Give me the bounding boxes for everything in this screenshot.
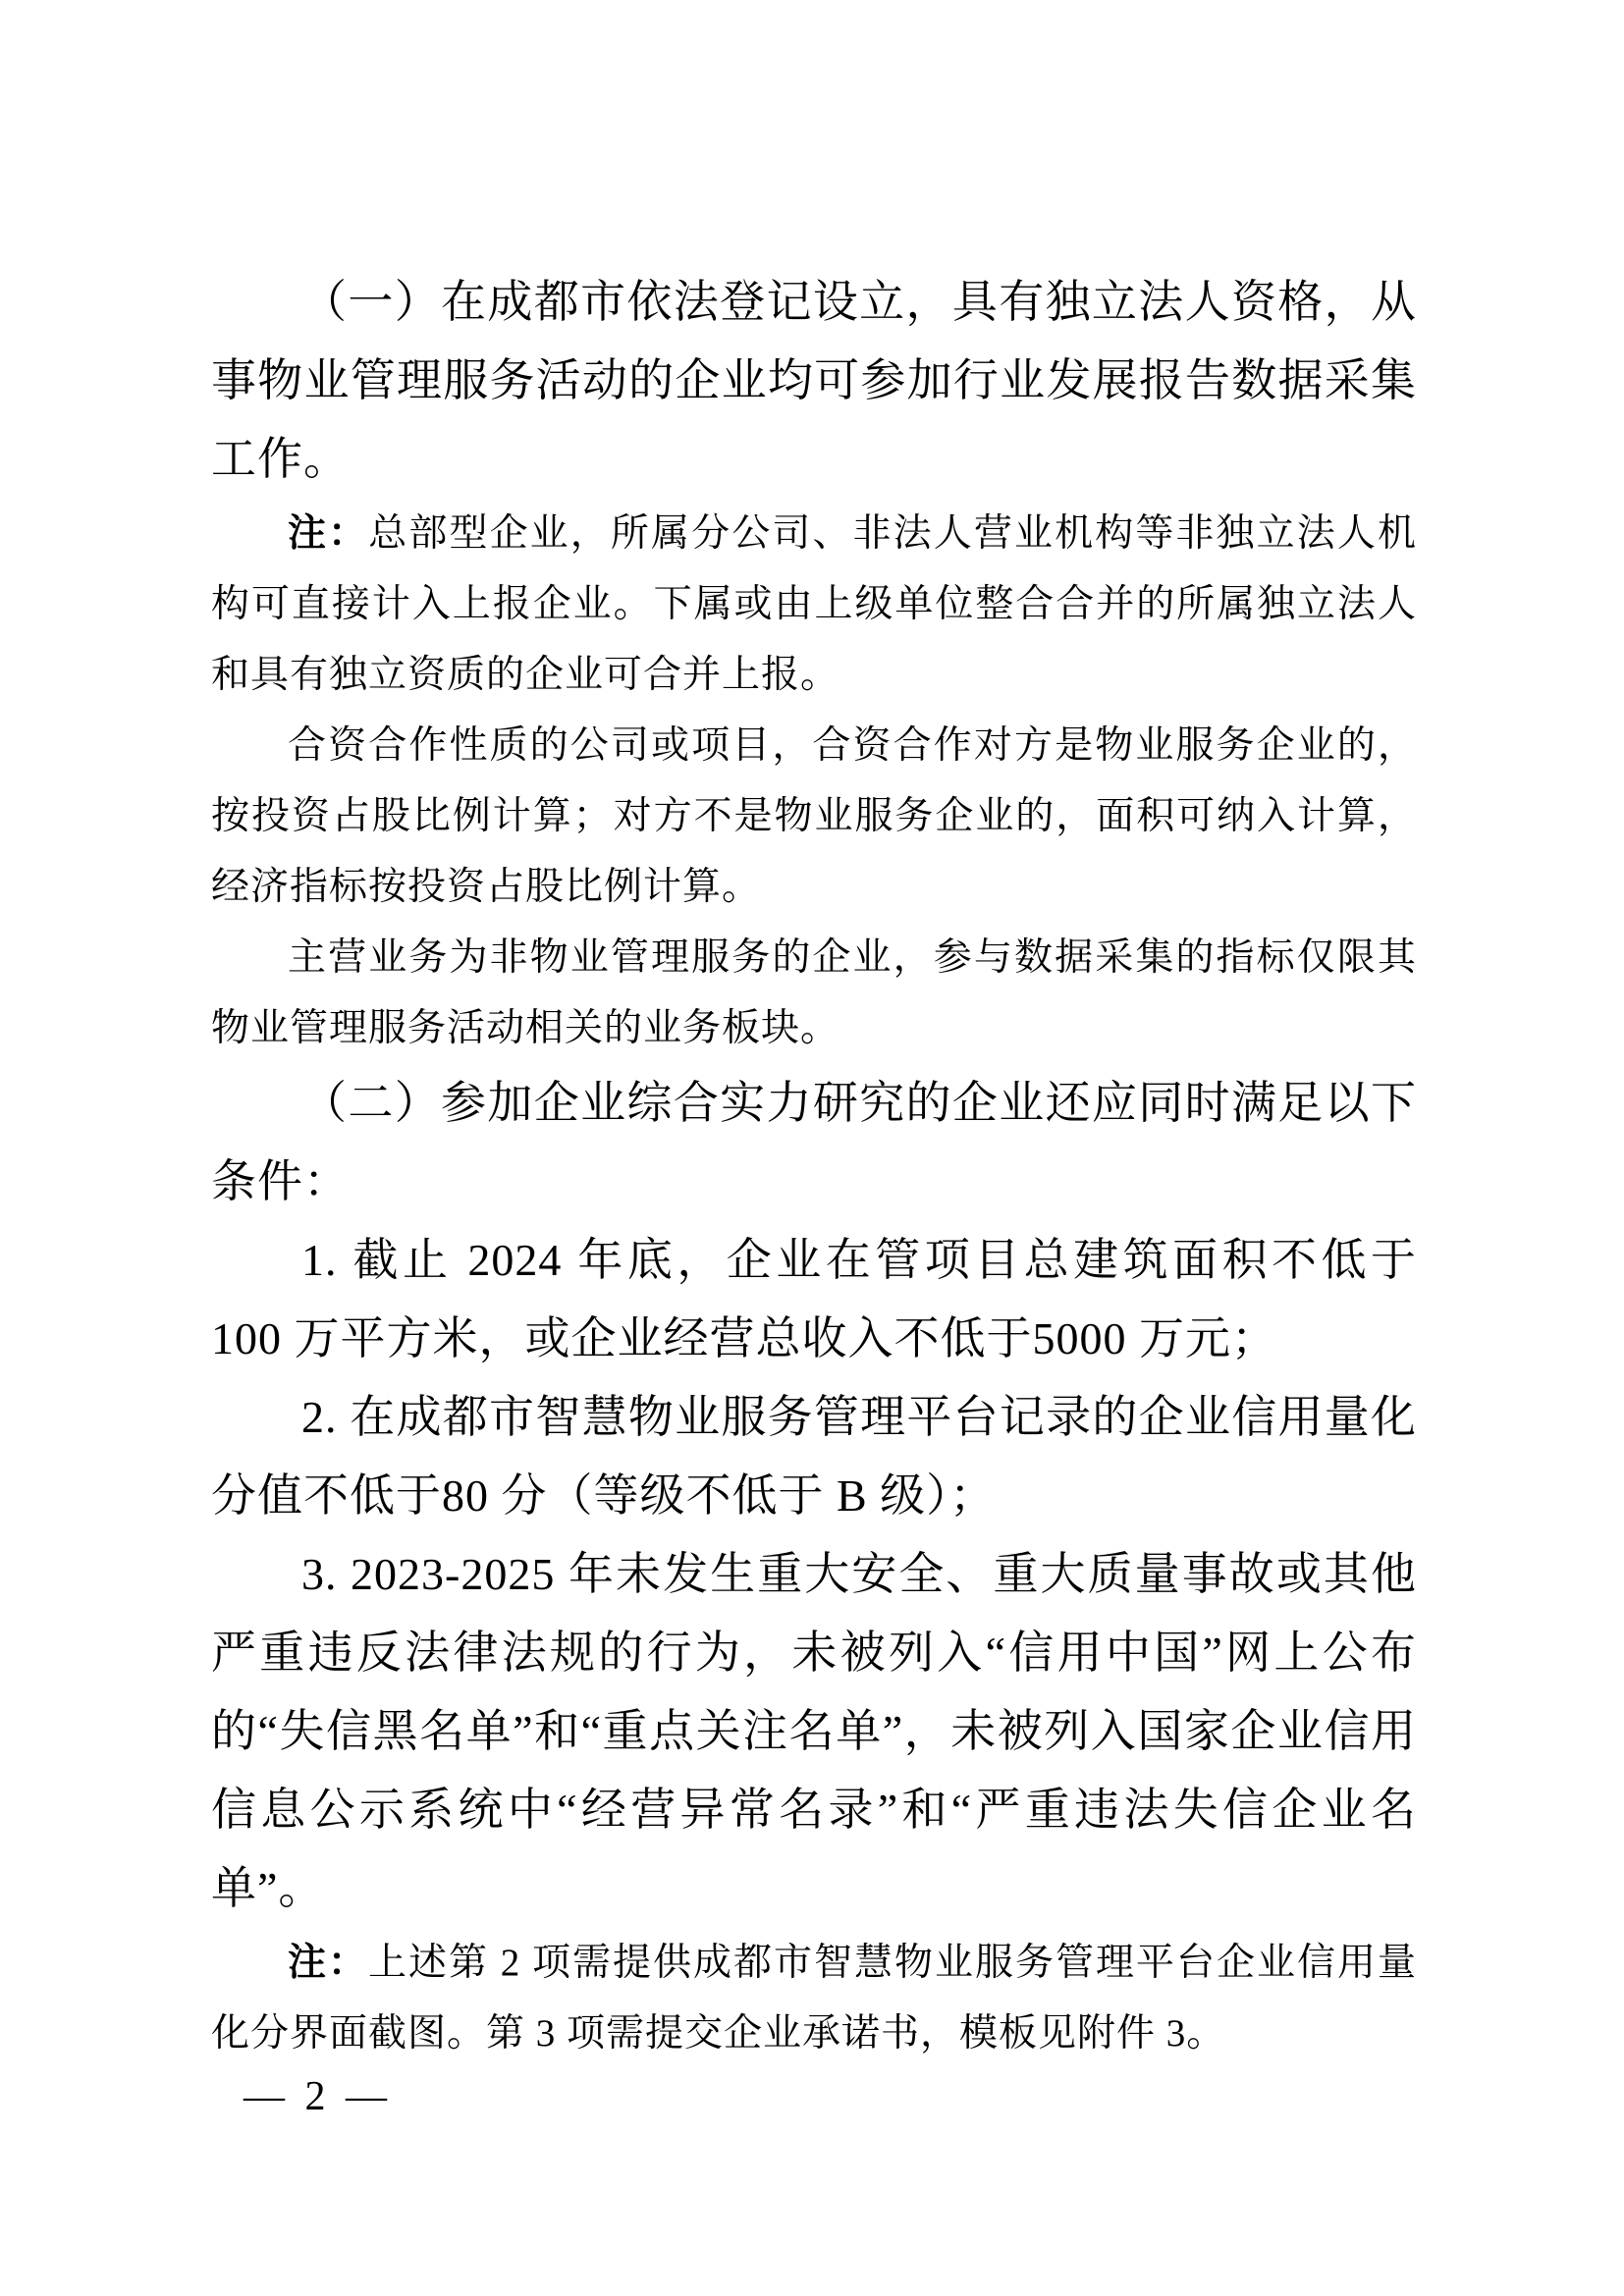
note-text: 合资合作性质的公司或项目，合资合作对方是物业服务企业的，按投资占股比例计算；对方不是物业服务企业的，面积可纳入计算，经济指标按投资占股比例计算。 [211,724,1417,908]
page-number: — 2 — [244,2074,392,2119]
document-paragraph [211,1221,1417,1378]
note-label: 注： [288,1942,368,1984]
note-text: 上述第 2 项需提供成都市智慧物业服务管理平台企业信用量化分界面截图。第 3 项需提交企业承诺书，模板见附件 3。 [211,1942,1417,2055]
note-text: 总部型企业，所属分公司、非法人营业机构等非独立法人机构可直接计入上报企业。下属或由上级单位整合合并的所属独立法人和具有独立资质的企业可合并上报。 [211,512,1417,696]
note-label: 注： [288,512,369,555]
note-text: 主营业务为非物业管理服务的企业，参与数据采集的指标仅限其物业管理服务活动相关的业务板块。 [211,936,1417,1049]
paragraph-text: （二）参加企业综合实力研究的企业还应同时满足以下条件： [211,1078,1417,1206]
document-paragraph [211,1378,1417,1535]
document-paragraph [211,1064,1417,1221]
note-paragraph [211,499,1417,711]
paragraph-text: 1. 截止 2024 年底，企业在管项目总建筑面积不低于 100 万平方米，或企业经营总收入不低于5000 万元； [211,1235,1417,1363]
note-paragraph [211,1928,1417,2069]
document-body [211,263,1417,2069]
document-paragraph [211,263,1417,499]
paragraph-text: 3. 2023-2025 年未发生重大安全、重大质量事故或其他严重违反法律法规的行为，未被列入“信用中国”网上公布的“失信黑名单”和“重点关注名单”，未被列入国家企业信用信息公示系统中“经营异常名录”和“严重违法失信企业名单”。 [211,1549,1417,1913]
document-paragraph [211,1535,1417,1928]
paragraph-text: 2. 在成都市智慧物业服务管理平台记录的企业信用量化分值不低于80 分（等级不低于 B 级）； [211,1392,1417,1521]
note-paragraph [211,711,1417,923]
paragraph-text: （一）在成都市依法登记设立，具有独立法人资格，从事物业管理服务活动的企业均可参加行业发展报告数据采集工作。 [211,277,1417,484]
note-paragraph [211,923,1417,1064]
